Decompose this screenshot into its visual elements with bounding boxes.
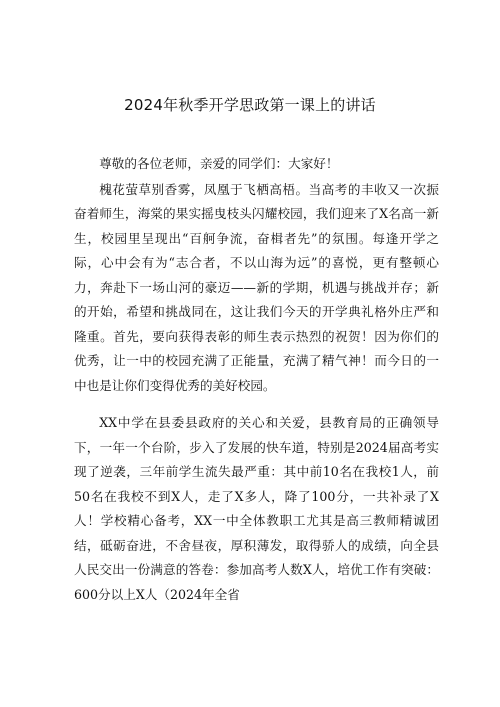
body-paragraph: XX中学在县委县政府的关心和关爱，县教育局的正确领导下，一年一个台阶，步入了发展的快车道，特别是2024届高考实现了逆袭，三年前学生流失最严重：其中前10名在我校1人，前50名在我校不到X人，走了X多人，降了100分，一共补录了X人！学校精心备考，XX一中全体教职工尤其是高三教师精诚团结，砥砺奋进，不舍昼夜，厚积薄发，取得骄人的成绩，向全县人民交出一份满意的答卷：参加高考人数X人，培优工作有突破：600分以上X人（2024年全省 xyxy=(74,415,439,602)
document-body xyxy=(74,152,439,607)
document-title: 2024年秋季开学思政第一课上的讲话 xyxy=(124,96,376,114)
body-paragraph: 槐花萤草别香雾，凤凰于飞栖高梧。当高考的丰收又一次振奋着师生，海棠的果实摇曳枝头闪耀校园，我们迎来了X名高一新生，校园里呈现出“百舸争流，奋楫者先”的氛围。每逢开学之际，心中会有为“志合者，不以山海为远”的喜悦，更有整顿心力，奔赴下一场山河的豪迈——新的学期，机遇与挑战并存；新的开始，希望和挑战同在，这让我们今天的开学典礼格外庄严和隆重。首先，要向获得表彰的师生表示热烈的祝贺！因为你们的优秀，让一中的校园充满了正能量，充满了精气神！而今日的一中也是让你们变得优秀的美好校园。 xyxy=(74,181,439,393)
salutation-paragraph: 尊敬的各位老师，亲爱的同学们：大家好！ xyxy=(99,156,339,171)
